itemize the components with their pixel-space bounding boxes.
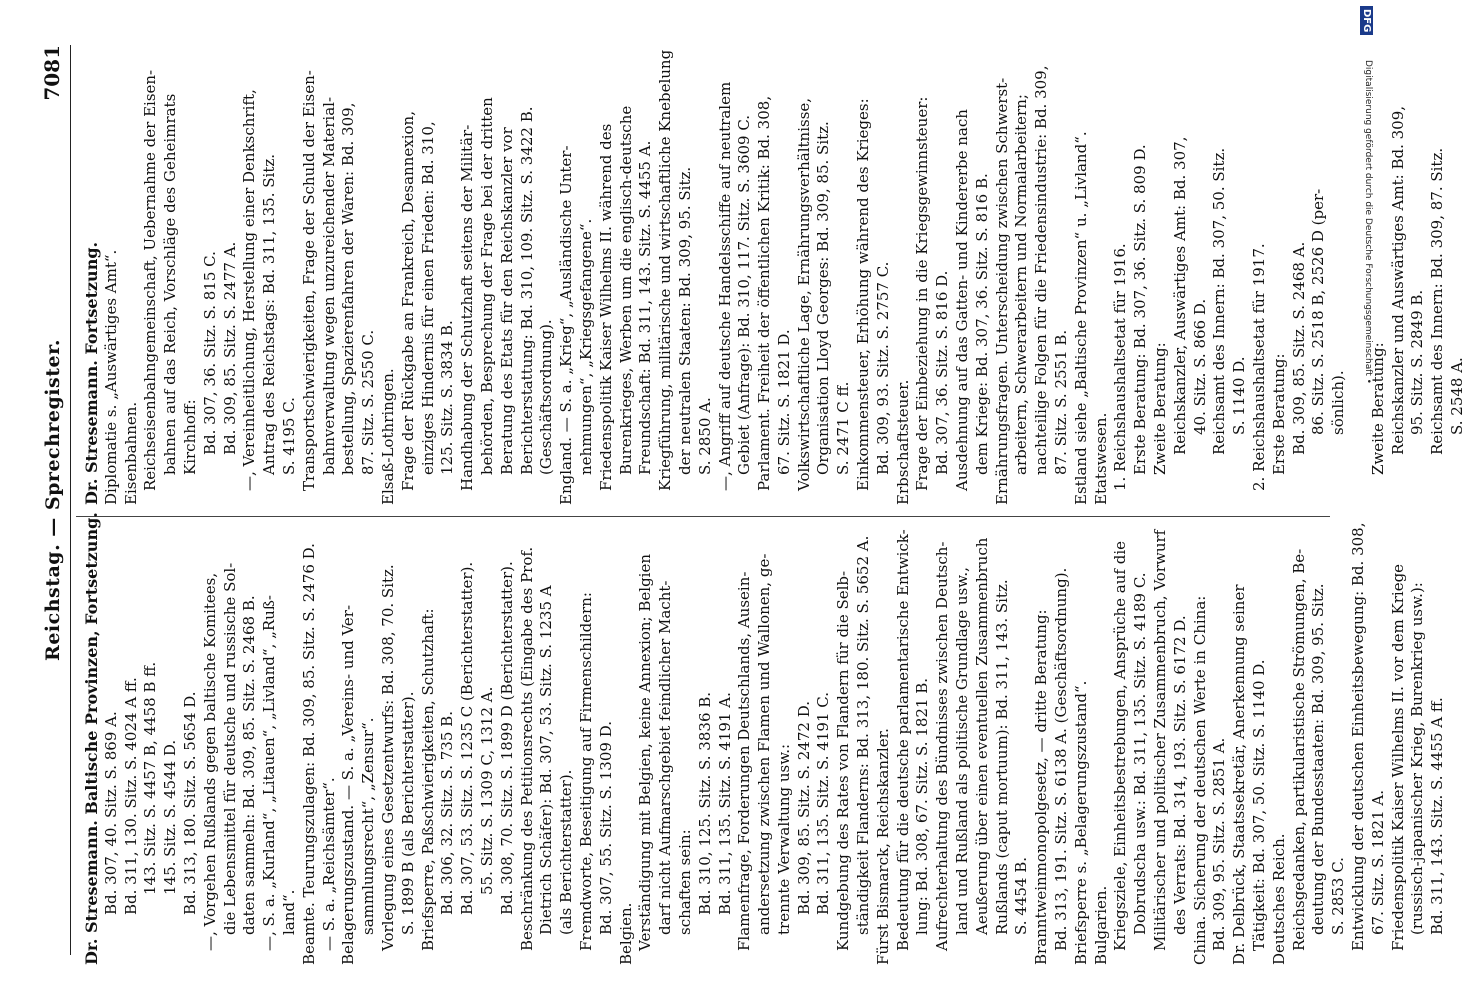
index-line: Friedenspolitik Kaiser Wilhelms II. vor dem Kriege <box>1388 563 1407 951</box>
index-line: Burenkrieges, Werben um die englisch-deutsche <box>616 105 635 475</box>
index-line: 40. Sitz. S. 866 D. <box>1190 298 1209 435</box>
index-line: Elsaß-Lothringen. <box>378 368 397 505</box>
index-line: Einkommensteuer, Erhöhung während des Krieges: <box>854 98 873 491</box>
index-line: Beschränkung des Petitionsrechts (Eingabe des Prof. <box>517 546 536 951</box>
index-line: 1. Reichshaushaltsetat für 1916. <box>1111 243 1130 491</box>
index-line: Parlament. Freiheit der öffentlichen Kritik: Bd. 308, <box>755 95 774 491</box>
index-line: Rußlands (caput mortuum): Bd. 311, 143. Sitz. <box>992 579 1011 935</box>
index-line: (Geschäftsordnung). <box>537 319 556 475</box>
index-line: Reichskanzler und Auswärtiges Amt: Bd. 309, <box>1388 105 1407 455</box>
index-line: Bd. 307, 36. Sitz. S. 816 D. <box>933 270 952 475</box>
index-line: Transportschwierigkeiten, Frage der Schuld der Eisen- <box>299 70 318 491</box>
index-line: Zweite Beratung: <box>1151 342 1170 475</box>
index-line: S. 1140 D. <box>1230 356 1249 435</box>
index-line: Antrag des Reichstags: Bd. 311, 135. Sitz. <box>260 153 279 475</box>
index-line: Vorlegung eines Gesetzentwurfs: Bd. 308, 70. Sitz. <box>378 564 397 951</box>
column-divider <box>76 516 1330 517</box>
page-number: 7081 <box>40 45 64 101</box>
index-line: 55. Sitz. S. 1309 C, 1312 A. <box>477 686 496 895</box>
index-line: daten sammeln: Bd. 309, 85. Sitz. S. 2468 B. <box>240 595 259 935</box>
index-line: 86. Sitz. S. 2518 B, 2526 D (per- <box>1309 188 1328 435</box>
index-line: Dietrich Schäfer): Bd. 307, 53. Sitz. S. 1235 A <box>537 585 556 935</box>
index-line: Deutsches Reich. <box>1269 833 1288 965</box>
index-line: S. 4454 B. <box>1012 856 1031 935</box>
index-line: Estland siehe „Baltische Provinzen“ u. „Livland“. <box>1071 131 1090 505</box>
index-line: Reichsamt des Innern: Bd. 307, 50. Sitz. <box>1210 147 1229 455</box>
index-line: Frage der Einbeziehung in die Kriegsgewinnsteuer: <box>913 96 932 491</box>
index-line <box>1349 69 1369 505</box>
index-line: Erste Beratung: Bd. 307, 36. Sitz. S. 809 D. <box>1131 144 1150 475</box>
index-line: S. 2853 C. <box>1329 857 1348 935</box>
index-line: Volkswirtschaftliche Lage, Ernährungsverhältnisse, <box>794 97 813 491</box>
index-line: Kundgebung des Rates von Flandern für die Selb- <box>834 570 853 951</box>
index-line: Belgien. <box>616 902 635 965</box>
index-line: Dobrudscha usw.: Bd. 311, 135. Sitz. S. 4189 C. <box>1131 572 1150 935</box>
index-line: Belagerungszustand. — S. a. „Vereins- und Ver- <box>339 604 358 965</box>
index-line: (russisch-japanischer Krieg, Burenkrieg usw.): <box>1408 582 1427 935</box>
index-line: Handhabung der Schutzhaft seitens der Militär- <box>458 124 477 491</box>
index-line: 87. Sitz. S. 2550 C. <box>359 329 378 475</box>
index-line: Reichseisenbahngemeinschaft, Uebernahme der Eisen- <box>141 69 160 491</box>
index-line: 67. Sitz. S. 1821 A. <box>1368 790 1387 935</box>
index-line: Bd. 309, 93. Sitz. S. 2757 C. <box>873 261 892 475</box>
index-line: Bd. 309, 85. Sitz. S. 2477 A. <box>220 241 239 455</box>
index-line: S. 1899 B (als Berichterstatter). <box>398 691 417 935</box>
index-line: bahnen auf das Reich, Vorschläge des Geheimrats <box>161 93 180 475</box>
digitization-note-text: Digitalisierung gefördert durch die Deutsche Forschungsgemeinschaft • <box>1363 60 1373 384</box>
index-line: nehmungen“, „Kriegsgefangene“. <box>576 218 595 475</box>
index-line: behörden, Besprechung der Frage bei der dritten <box>477 97 496 475</box>
index-line: der neutralen Staaten: Bd. 309, 95. Sitz. <box>675 166 694 475</box>
index-line: Bulgarien. <box>1091 885 1110 965</box>
index-line: —, Vorgehen Rußlands gegen baltische Komitees, <box>200 572 219 951</box>
index-line: Fremdworte, Beseitigung auf Firmenschildern: <box>576 592 595 951</box>
index-line: Branntweinmonopolgesetz, — dritte Beratung: <box>1032 609 1051 965</box>
index-line: —, Angriff auf deutsche Handelsschiffe auf neutralem <box>715 81 734 491</box>
dfg-logo <box>1361 6 1375 52</box>
index-line: einziges Hindernis für einen Frieden: Bd. 310, <box>418 121 437 475</box>
index-line: des Verrats: Bd. 314, 193. Sitz. S. 6172 D. <box>1170 615 1189 935</box>
index-line: Diplomatie s. „Auswärtiges Amt“. <box>101 249 120 505</box>
index-line: S. 2471 C ff. <box>834 381 853 475</box>
index-line: —, S. a. „Kurland“, „Litauen“, „Livland“, „Ruß- <box>260 595 279 951</box>
index-line: S. 4195 C. <box>279 397 298 475</box>
index-line: die Lebensmittel für deutsche und russische Sol- <box>220 562 239 935</box>
index-line: Bd. 307, 40. Sitz. S. 869 A. <box>101 711 120 915</box>
index-line: bahnverwaltung wegen unzureichender Material- <box>319 96 338 475</box>
index-line: (als Berichterstatter). <box>557 769 576 935</box>
index-line: Fürst Bismarck, Reichskanzler. <box>873 728 892 965</box>
index-line: 125. Sitz. S. 3834 B. <box>438 320 457 475</box>
running-head <box>40 45 71 955</box>
index-line: Eisenbahnen. <box>121 401 140 505</box>
index-line: Zweite Beratung: <box>1368 342 1387 475</box>
index-line: Frage der Rückgabe an Frankreich, Desannexion, <box>398 111 417 491</box>
index-line: Flamenfrage, Forderungen Deutschlands, Ausein- <box>735 571 754 951</box>
index-line: sönlich). <box>1329 370 1348 435</box>
index-line: S. 2850 A. <box>695 397 714 475</box>
index-line: Bd. 311, 130. Sitz. S. 4024 A ff. <box>121 677 140 915</box>
index-line: darf nicht Aufmarschgebiet feindlicher Macht- <box>656 580 675 935</box>
index-line: — S. a. „Reichsämter“. <box>319 777 338 951</box>
index-line: sammlungsrecht“, „Zensur“. <box>359 717 378 935</box>
index-line: ständigkeit Flanderns: Bd. 313, 180. Sitz. S. 5652 A. <box>854 535 873 935</box>
index-line: Bd. 311, 135. Sitz. S. 4191 A. <box>715 692 734 915</box>
index-line: Entwicklung der deutschen Einheitsbewegung: Bd. 308, <box>1349 522 1367 951</box>
index-line: schaften sein: <box>675 829 694 935</box>
index-line: Tätigkeit: Bd. 307, 50. Sitz. S. 1140 D. <box>1250 659 1269 951</box>
index-line: Ausdehnung auf das Gatten- und Kindererbe nach <box>953 109 972 491</box>
index-line: Reichskanzler, Auswärtiges Amt: Bd. 307, <box>1170 136 1189 455</box>
index-line: Ernährungsfragen. Unterscheidung zwischen Schwerst- <box>992 77 1011 505</box>
index-line: Aeußerung über einen eventuellen Zusammenbruch <box>972 537 991 935</box>
index-line: trennte Verwaltung usw.: <box>774 743 793 935</box>
index-line: Erbschaftsteuer. <box>893 379 912 505</box>
column-heading: Dr. Stresemann. Baltische Provinzen, Fortsetzung. <box>82 512 101 965</box>
index-line: Etatswesen. <box>1091 412 1110 505</box>
index-line: Friedenspolitik Kaiser Wilhelms II. während des <box>596 123 615 491</box>
index-line: deutung der Bundesstaaten: Bd. 309, 95. Sitz. <box>1309 583 1328 935</box>
index-line: Briefsperre s. „Belagerungszustand“. <box>1071 680 1090 965</box>
index-line: England. — S. a. „Krieg“, „Ausländische Unter- <box>557 145 576 505</box>
index-line: Reichsamt des Innern: Bd. 309, 87. Sitz. <box>1428 147 1447 455</box>
index-line: Aufrechterhaltung des Bündnisses zwischen Deutsch- <box>933 541 952 951</box>
index-line: Bedeutung für die deutsche parlamentarische Entwick- <box>893 529 912 951</box>
index-line: Kirchhoff: <box>180 399 199 475</box>
index-line: Beamte. Teurungszulagen: Bd. 309, 85. Sitz. S. 2476 D. <box>299 543 318 965</box>
index-line: arbeitern, Schwerarbeitern und Normalarbeitern; <box>1012 94 1031 475</box>
index-line: Beratung des Etats für den Reichskanzler vor <box>497 127 516 475</box>
index-line: Freundschaft: Bd. 311, 143. Sitz. S. 4455 A. <box>636 140 655 475</box>
index-line: 67. Sitz. S. 1821 D. <box>774 329 793 475</box>
index-line: 143. Sitz. S. 4457 B, 4458 B ff. <box>141 661 160 895</box>
index-line: 95. Sitz. S. 2849 B. <box>1408 289 1427 435</box>
index-line: nachteilige Folgen für die Friedensindustrie: Bd. 309, <box>1032 65 1051 475</box>
index-line: Bd. 307, 53. Sitz. S. 1235 C (Berichterstatter). <box>458 561 477 915</box>
index-line: Bd. 308, 70. Sitz. S. 1899 D (Berichterstatter). <box>497 561 516 915</box>
index-line: 2. Reichshaushaltsetat für 1917. <box>1250 243 1269 491</box>
index-line: bestellung, Spazierenfahren der Waren: Bd. 309, <box>339 102 358 475</box>
index-line: Bd. 313, 191. Sitz. S. 6138 A. (Geschäftsordnung). <box>1052 567 1071 951</box>
index-line: Bd. 309, 85. Sitz. S. 2472 D. <box>794 701 813 915</box>
index-line: Bd. 306, 32. Sitz. S. 735 B. <box>438 711 457 915</box>
index-line: Bd. 309, 95. Sitz. S. 2851 A. <box>1210 737 1229 951</box>
index-line: Bd. 311, 135. Sitz. S. 4191 C. <box>814 692 833 915</box>
left-column <box>82 512 1447 965</box>
index-line: Bd. 309, 85. Sitz. S. 2468 A. <box>1289 241 1308 455</box>
index-line: Bd. 310, 125. Sitz. S. 3836 B. <box>695 691 714 915</box>
index-line: Bd. 307, 36. Sitz. S. 815 C. <box>200 251 219 455</box>
index-line: Kriegsziele, Einheitsbestrebungen, Ansprüche auf die <box>1111 541 1130 951</box>
index-line: —, Vereinheitlichung, Herstellung einer Denkschrift, <box>240 89 259 491</box>
index-line: Gebiet (Anfrage): Bd. 310, 117. Sitz. S. 3609 C. <box>735 114 754 475</box>
index-line: lung: Bd. 308, 67. Sitz. S. 1821 B. <box>913 677 932 935</box>
index-line: Bd. 313, 180. Sitz. S. 5654 D. <box>180 691 199 915</box>
index-line: Bd. 311, 143. Sitz. S. 4455 A ff. <box>1428 697 1447 935</box>
running-head-title: Reichstag. — Sprechregister. <box>42 339 64 661</box>
index-line: Berichterstattung: Bd. 310, 109. Sitz. S. 3422 B. <box>517 106 536 475</box>
index-line: 87. Sitz. S. 2551 B. <box>1052 329 1071 475</box>
index-line: Briefsperre, Paßschwierigkeiten, Schutzhaft: <box>418 608 437 951</box>
index-line: Erste Beratung: <box>1269 353 1288 475</box>
index-line: Bd. 307, 55. Sitz. S. 1309 D. <box>596 721 615 935</box>
index-line: China. Sicherung der deutschen Werte in China: <box>1190 595 1209 965</box>
index-line: Militärischer und politischer Zusammenbruch, Vorwurf <box>1151 529 1170 951</box>
column-heading: Dr. Stresemann. Fortsetzung. <box>82 241 101 505</box>
index-line: andersetzung zwischen Flamen und Wallonen, ge- <box>755 553 774 935</box>
index-line: S. 2548 A. <box>1447 357 1466 435</box>
index-line: land“. <box>279 889 298 935</box>
index-line: Reichsgedanken, partikularistische Strömungen, Be- <box>1289 548 1308 951</box>
index-line: land und Rußland als politische Grundlage usw., <box>953 567 972 935</box>
index-line: Kriegführung, militärische und wirtschaftliche Knebelung <box>656 49 675 491</box>
index-line: 145. Sitz. S. 4544 D. <box>161 739 180 895</box>
index-line: Organisation Lloyd Georges: Bd. 309, 85. Sitz. <box>814 121 833 475</box>
index-line: Verständigung mit Belgien, keine Annexion; Belgien <box>636 553 655 951</box>
index-line: dem Kriege: Bd. 307, 36. Sitz. S. 816 B. <box>972 173 991 475</box>
dfg-logo-text: DFG <box>1360 6 1373 35</box>
index-line: Dr. Delbrück, Staatssekretär, Anerkennung seiner <box>1230 584 1249 965</box>
